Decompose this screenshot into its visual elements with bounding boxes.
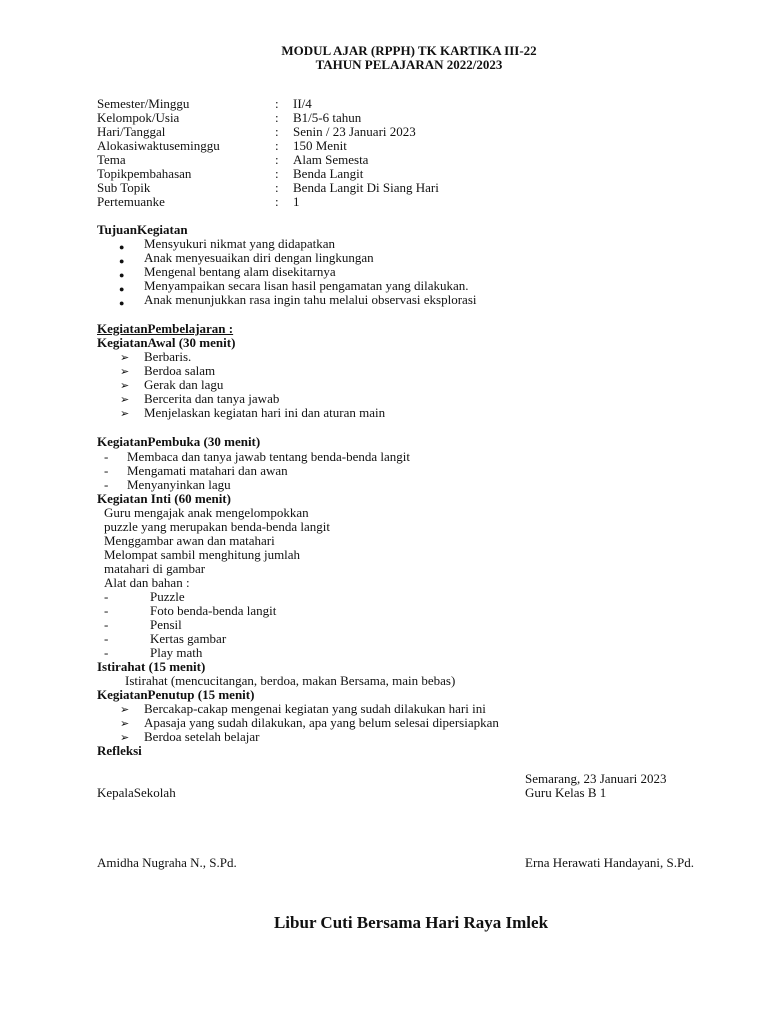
identity-colon: : <box>275 166 279 181</box>
kegiatan-pembuka-heading: KegiatanPembuka (30 menit) <box>97 434 261 449</box>
inti-line: puzzle yang merupakan benda-benda langit <box>104 519 330 534</box>
dash-bullet: - <box>104 645 109 660</box>
identity-colon: : <box>275 152 279 167</box>
identity-value: B1/5-6 tahun <box>293 110 362 125</box>
list-item: Menjelaskan kegiatan hari ini dan aturan main <box>144 405 386 420</box>
arrow-bullet-icon: ➢ <box>120 718 130 730</box>
list-item: Kertas gambar <box>150 631 227 646</box>
identity-colon: : <box>275 124 279 139</box>
arrow-bullet-icon: ➢ <box>120 380 130 392</box>
identity-value: Benda Langit Di Siang Hari <box>293 180 439 195</box>
kegiatan-heading: KegiatanPembelajaran : <box>97 321 234 336</box>
identity-colon: : <box>275 138 279 153</box>
dash-bullet: - <box>104 617 109 632</box>
list-item: Mengenal bentang alam disekitarnya <box>144 264 336 279</box>
dash-bullet: - <box>104 477 109 492</box>
list-item: Menyampaikan secara lisan hasil pengamatan yang dilakukan. <box>144 278 469 293</box>
identity-colon: : <box>275 110 279 125</box>
list-item: Gerak dan lagu <box>144 377 224 392</box>
arrow-bullet-icon: ➢ <box>120 394 130 406</box>
identity-value: Benda Langit <box>293 166 364 181</box>
list-item: Foto benda-benda langit <box>150 603 277 618</box>
document-subtitle: TAHUN PELAJARAN 2022/2023 <box>315 57 503 72</box>
arrow-bullet-icon: ➢ <box>120 408 130 420</box>
identity-value: 150 Menit <box>293 138 347 153</box>
identity-value: Senin / 23 Januari 2023 <box>293 124 416 139</box>
dash-bullet: - <box>104 589 109 604</box>
list-item: Anak menyesuaikan diri dengan lingkungan <box>144 250 374 265</box>
list-item: Berbaris. <box>144 349 192 364</box>
list-item: Bercakap-cakap mengenai kegiatan yang sudah dilakukan hari ini <box>144 701 486 716</box>
identity-label: Kelompok/Usia <box>97 110 180 125</box>
bullet-icon: ● <box>119 270 125 280</box>
list-item: Mengamati matahari dan awan <box>127 463 288 478</box>
list-item: Berdoa setelah belajar <box>144 729 260 744</box>
bullet-icon: ● <box>119 284 125 294</box>
inti-line: Menggambar awan dan matahari <box>104 533 275 548</box>
tujuan-heading: TujuanKegiatan <box>97 222 188 237</box>
inti-line: matahari di gambar <box>104 561 206 576</box>
document-title: MODUL AJAR (RPPH) TK KARTIKA III-22 <box>281 43 537 58</box>
principal-role: KepalaSekolah <box>97 785 176 800</box>
identity-colon: : <box>275 180 279 195</box>
identity-colon: : <box>275 96 279 111</box>
teacher-name: Erna Herawati Handayani, S.Pd. <box>525 855 694 870</box>
list-item: Play math <box>150 645 203 660</box>
list-item: Berdoa salam <box>144 363 216 378</box>
arrow-bullet-icon: ➢ <box>120 366 130 378</box>
dash-bullet: - <box>104 631 109 646</box>
identity-value: II/4 <box>293 96 312 111</box>
refleksi-heading: Refleksi <box>97 743 142 758</box>
list-item: Anak menunjukkan rasa ingin tahu melalui observasi eksplorasi <box>144 292 477 307</box>
arrow-bullet-icon: ➢ <box>120 352 130 364</box>
identity-label: Tema <box>97 152 126 167</box>
list-item: Membaca dan tanya jawab tentang benda-benda langit <box>127 449 410 464</box>
kegiatan-penutup-heading: KegiatanPenutup (15 menit) <box>97 687 255 702</box>
identity-value: 1 <box>293 194 300 209</box>
arrow-bullet-icon: ➢ <box>120 704 130 716</box>
list-item: Apasaja yang sudah dilakukan, apa yang belum selesai dipersiapkan <box>144 715 499 730</box>
holiday-note: Libur Cuti Bersama Hari Raya Imlek <box>273 913 549 932</box>
identity-colon: : <box>275 194 279 209</box>
istirahat-heading: Istirahat (15 menit) <box>97 659 206 674</box>
inti-line: Alat dan bahan : <box>104 575 190 590</box>
inti-line: Melompat sambil menghitung jumlah <box>104 547 301 562</box>
list-item: Puzzle <box>150 589 185 604</box>
inti-line: Guru mengajak anak mengelompokkan <box>104 505 309 520</box>
identity-label: Sub Topik <box>97 180 151 195</box>
dash-bullet: - <box>104 463 109 478</box>
identity-label: Topikpembahasan <box>97 166 192 181</box>
identity-label: Hari/Tanggal <box>97 124 166 139</box>
identity-value: Alam Semesta <box>293 152 369 167</box>
bullet-icon: ● <box>119 242 125 252</box>
kegiatan-inti-heading: Kegiatan Inti (60 menit) <box>97 491 231 506</box>
identity-label: Semester/Minggu <box>97 96 190 111</box>
istirahat-text: Istirahat (mencucitangan, berdoa, makan Bersama, main bebas) <box>125 673 456 688</box>
bullet-icon: ● <box>119 256 125 266</box>
identity-label: Alokasiwaktuseminggu <box>97 138 220 153</box>
principal-name: Amidha Nugraha N., S.Pd. <box>97 855 237 870</box>
dash-bullet: - <box>104 449 109 464</box>
dash-bullet: - <box>104 603 109 618</box>
list-item: Mensyukuri nikmat yang didapatkan <box>144 236 335 251</box>
bullet-icon: ● <box>119 298 125 308</box>
list-item: Menyanyinkan lagu <box>127 477 231 492</box>
list-item: Bercerita dan tanya jawab <box>144 391 280 406</box>
teacher-role: Guru Kelas B 1 <box>525 785 607 800</box>
kegiatan-awal-heading: KegiatanAwal (30 menit) <box>97 335 236 350</box>
list-item: Pensil <box>150 617 182 632</box>
place-date: Semarang, 23 Januari 2023 <box>525 771 667 786</box>
arrow-bullet-icon: ➢ <box>120 732 130 744</box>
identity-label: Pertemuanke <box>97 194 165 209</box>
